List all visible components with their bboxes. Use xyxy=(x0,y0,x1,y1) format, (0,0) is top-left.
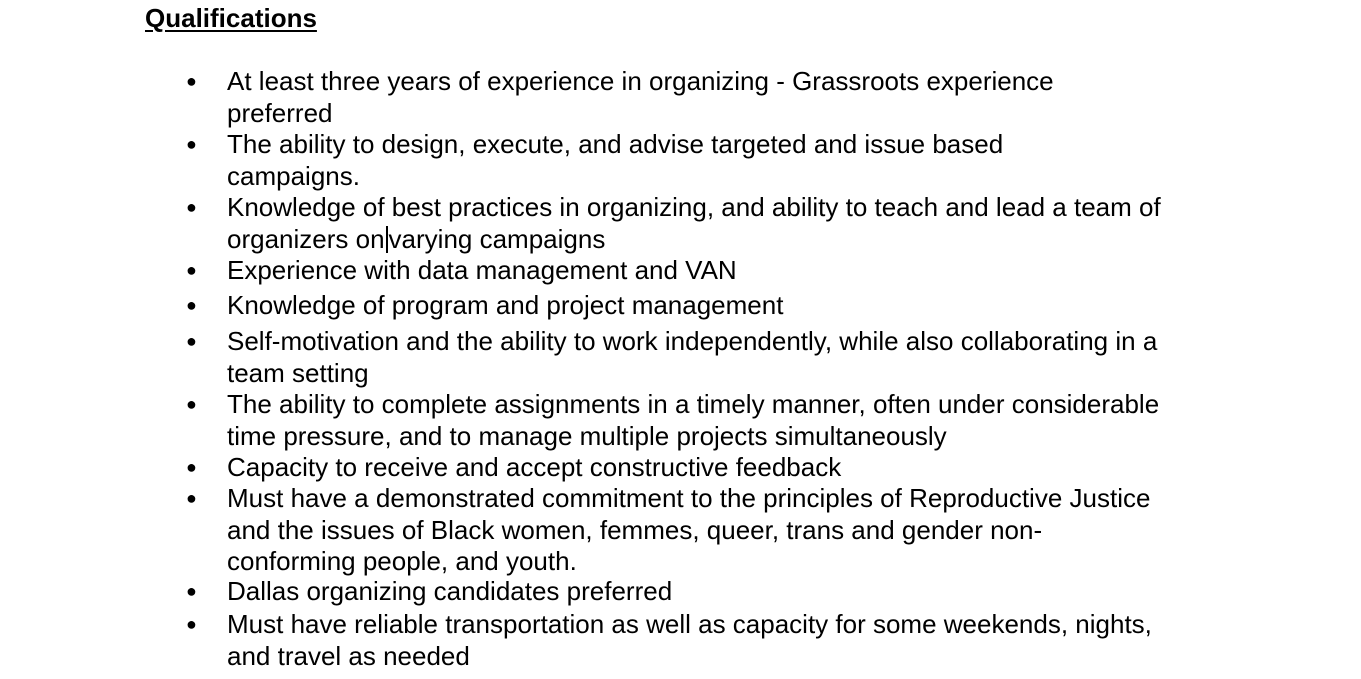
bullet-icon: ● xyxy=(186,614,197,634)
list-item-text[interactable]: Knowledge of program and project management xyxy=(227,290,784,320)
bullet-icon: ● xyxy=(186,134,197,154)
bullet-icon: ● xyxy=(186,581,197,601)
list-item-text[interactable]: Must have a demonstrated commitment to the principles of Reproductive Justice and the issues of Black women, femmes, queer, trans and gender non-conforming people, and youth. xyxy=(227,483,1151,576)
bullet-icon: ● xyxy=(186,331,197,351)
list-item-text[interactable]: Capacity to receive and accept constructive feedback xyxy=(227,452,842,482)
list-item-text[interactable]: Self-motivation and the ability to work independently, while also collaborating in a team setting xyxy=(227,326,1158,388)
bullet-icon: ● xyxy=(186,71,197,91)
bullet-icon: ● xyxy=(186,394,197,414)
bullet-icon: ● xyxy=(186,457,197,477)
bullet-icon: ● xyxy=(186,295,197,315)
section-heading: Qualifications xyxy=(145,3,317,33)
list-item-text[interactable]: The ability to design, execute, and advise targeted and issue based campaigns. xyxy=(227,129,1004,191)
list-item-text[interactable] xyxy=(227,192,1217,255)
list-item-text[interactable]: Dallas organizing candidates preferred xyxy=(227,576,673,606)
text-before-cursor: Knowledge of best practices in organizing, and ability to teach and lead a team of organizers on xyxy=(227,192,1161,254)
bullet-icon: ● xyxy=(186,488,197,508)
list-item-text[interactable]: At least three years of experience in organizing - Grassroots experience preferred xyxy=(227,66,1054,128)
list-item-text[interactable]: Experience with data management and VAN xyxy=(227,255,737,285)
bullet-icon: ● xyxy=(186,197,197,217)
list-item-text[interactable]: Must have reliable transportation as well as capacity for some weekends, nights, and travel as needed xyxy=(227,609,1152,671)
text-after-cursor: varying campaigns xyxy=(388,223,606,254)
text-cursor xyxy=(386,226,388,253)
list-item-text[interactable]: The ability to complete assignments in a timely manner, often under considerable time pressure, and to manage multiple projects simultaneously xyxy=(227,389,1160,451)
bullet-icon: ● xyxy=(186,260,197,280)
